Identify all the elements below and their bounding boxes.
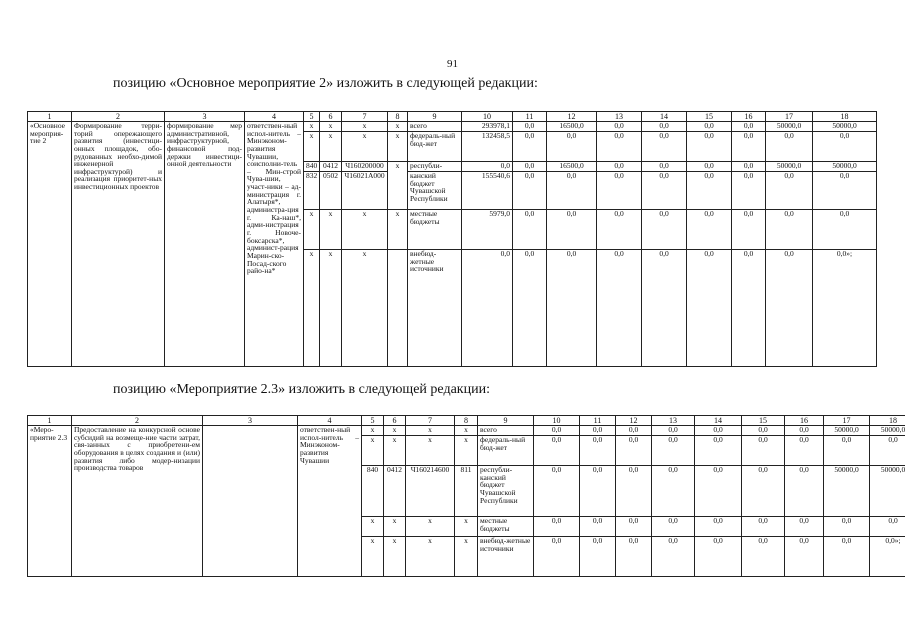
cell-value: 0,0 [732,210,766,250]
cell-value: 50000,0 [870,466,905,517]
cell-source: местные бюджеты [408,210,462,250]
col-header: 2 [72,416,203,426]
cell-expense-group: 811 [455,466,478,517]
cell-expense-group: x [388,162,408,210]
cell-section: 0412 [384,466,406,517]
col-header: 17 [824,416,870,426]
cell-value: 0,0 [742,537,785,577]
cell-value: 0,0 [547,172,597,210]
cell-expense-group: x [388,122,408,132]
cell-section: x [320,132,342,162]
cell-source: всего [478,426,534,436]
cell-value: 0,0 [785,436,824,466]
cell-source: республи- [408,162,462,172]
col-header: 18 [870,416,905,426]
event-task-cell [203,426,298,577]
cell-target-item: x [342,132,388,162]
cell-section: x [320,122,342,132]
cell-value: 0,0 [766,172,813,210]
cell-value: 0,0 [534,426,580,436]
cell-section: 0412 [320,162,342,172]
cell-value: 0,0 [616,426,652,436]
cell-section: x [384,436,406,466]
cell-target-item: x [406,537,455,577]
cell-value: 0,0 [687,172,732,210]
cell-value: 0,0 [547,210,597,250]
cell-value: 0,0 [824,517,870,537]
table-row [28,426,905,436]
event-name-cell: Предоставление на конкурсной основе субсидий на возмеще-ние части затрат, свя-занных с приобретени-ем оборудования в целях создания и (или) развития либо модер-низации производства товаров [72,426,203,577]
cell-value: 0,0 [462,162,513,172]
col-header: 14 [642,112,687,122]
cell-target-item: x [406,517,455,537]
cell-value: 0,0 [742,436,785,466]
executor-cell: ответствен-ный испол-нитель – Минэконом-развития Чувашии [298,426,362,577]
cell-target-item: x [342,122,388,132]
col-header: 1 [28,112,72,122]
cell-section: x [320,250,342,367]
cell-source: федераль-ный бюд-жет [408,132,462,162]
cell-value: 0,0 [785,426,824,436]
cell-source: внебюд-жетные источники [478,537,534,577]
cell-target-item: x [406,426,455,436]
cell-value: 0,0 [580,537,616,577]
cell-value: 0,0 [642,210,687,250]
cell-value: 0,0 [642,122,687,132]
cell-value: 0,0 [824,436,870,466]
cell-section: x [384,517,406,537]
cell-section: 0502 [320,172,342,210]
cell-source: местные бюджеты [478,517,534,537]
col-header: 5 [304,112,320,122]
cell-value: 0,0 [742,426,785,436]
cell-target-item: x [342,250,388,367]
cell-source: внебюд-жетные источники [408,250,462,367]
cell-value: 0,0 [513,132,547,162]
cell-value: 50000,0 [813,162,877,172]
cell-value: 0,0 [597,162,642,172]
col-header: 6 [320,112,342,122]
cell-expense-group: x [455,426,478,436]
cell-value: 0,0 [534,436,580,466]
cell-value: 0,0 [642,162,687,172]
col-header: 7 [406,416,455,426]
cell-grbs: 832 [304,172,320,210]
cell-value: 50000,0 [824,466,870,517]
cell-grbs: x [362,537,384,577]
cell-grbs: x [304,250,320,367]
cell-grbs: x [304,122,320,132]
cell-target-item: x [342,210,388,250]
cell-value: 0,0 [616,436,652,466]
cell-value: 0,0 [597,250,642,367]
col-header: 12 [547,112,597,122]
cell-expense-group: x [388,210,408,250]
cell-value: 0,0 [513,162,547,172]
cell-value: 0,0 [695,426,742,436]
cell-value: 0,0 [616,537,652,577]
cell-value: 0,0 [534,537,580,577]
cell-value: 0,0 [580,517,616,537]
cell-expense-group: x [388,132,408,162]
cell-value: 0,0 [742,517,785,537]
cell-target-item: Ч16021A000 [342,172,388,210]
cell-value: 0,0 [813,132,877,162]
cell-grbs: 840 [362,466,384,517]
col-header: 13 [597,112,642,122]
cell-value: 0,0 [652,537,695,577]
cell-grbs: x [362,426,384,436]
cell-grbs: 840 [304,162,320,172]
cell-source: всего [408,122,462,132]
cell-value: 0,0 [766,250,813,367]
cell-value: 0,0 [687,122,732,132]
cell-value: 0,0 [785,517,824,537]
col-header: 11 [513,112,547,122]
table-main-event-2 [27,111,877,367]
cell-value: 0,0 [597,132,642,162]
col-header: 11 [580,416,616,426]
cell-value: 0,0 [732,122,766,132]
cell-value: 50000,0 [813,122,877,132]
cell-value: 16500,0 [547,162,597,172]
table-event-2-3 [27,415,905,577]
cell-value: 0,0 [687,250,732,367]
cell-value: 0,0 [534,517,580,537]
col-header: 1 [28,416,72,426]
cell-value: 0,0 [547,132,597,162]
cell-value: 0,0 [652,426,695,436]
cell-value: 0,0 [785,537,824,577]
col-header: 3 [203,416,298,426]
col-header: 15 [742,416,785,426]
cell-value: 0,0 [580,426,616,436]
cell-value: 0,0 [687,162,732,172]
cell-source: республи-канский бюджет Чувашской Республики [478,466,534,517]
table-header-row [28,416,905,426]
cell-value: 0,0 [687,210,732,250]
cell-value: 0,0 [652,436,695,466]
executor-cell: ответствен-ный испол-нитель – Минэконом-развития Чувашии, соисполни-тель – Мин-строй Чува-шии, участ-ники – ад-министрация г. Алатыря*, администра-ция г. Ка-наш*, адми-нистрация г. Новоче-боксарска*, админист-рация Марин-ско-Посад-ского райо-на* [245,122,304,367]
cell-source: канский бюджет Чувашской Республики [408,172,462,210]
col-header: 4 [298,416,362,426]
col-header: 14 [695,416,742,426]
section-heading-main-event-2: позицию «Основное мероприятие 2» изложить в следующей редакции: [113,76,538,91]
cell-value: 0,0 [642,172,687,210]
cell-value: 0,0 [534,466,580,517]
cell-expense-group [388,250,408,367]
cell-value: 0,0 [513,250,547,367]
cell-value: 0,0 [597,122,642,132]
col-header: 15 [687,112,732,122]
cell-value: 50000,0 [870,426,905,436]
cell-value: 0,0 [870,517,905,537]
col-header: 3 [165,112,245,122]
cell-value: 16500,0 [547,122,597,132]
cell-value: 0,0 [462,250,513,367]
cell-value: 50000,0 [766,122,813,132]
cell-value: 0,0»; [870,537,905,577]
cell-section: x [384,426,406,436]
col-header: 9 [408,112,462,122]
cell-expense-group: x [455,436,478,466]
cell-value: 0,0 [580,436,616,466]
cell-expense-group: x [455,517,478,537]
col-header: 2 [72,112,165,122]
cell-expense-group: x [455,537,478,577]
cell-value: 0,0 [597,210,642,250]
col-header: 13 [652,416,695,426]
cell-value: 132458,5 [462,132,513,162]
cell-section: x [384,537,406,577]
cell-grbs: x [362,436,384,466]
cell-value: 0,0 [547,250,597,367]
col-header: 6 [384,416,406,426]
cell-source: федераль-ный бюд-жет [478,436,534,466]
col-header: 4 [245,112,304,122]
cell-value: 0,0 [616,517,652,537]
cell-value: 0,0 [813,172,877,210]
cell-value: 0,0 [687,132,732,162]
cell-value: 293978,1 [462,122,513,132]
cell-value: 0,0 [652,466,695,517]
cell-value: 0,0 [732,162,766,172]
cell-value: 50000,0 [766,162,813,172]
cell-value: 0,0 [732,250,766,367]
cell-value: 0,0 [513,122,547,132]
page-number: 91 [447,58,458,70]
cell-value: 155540,6 [462,172,513,210]
col-header: 8 [455,416,478,426]
col-header: 9 [478,416,534,426]
cell-value: 0,0 [742,466,785,517]
col-header: 7 [342,112,388,122]
cell-value: 0,0 [824,537,870,577]
section-heading-event-2-3: позицию «Мероприятие 2.3» изложить в следующей редакции: [113,382,490,397]
cell-value: 0,0»; [813,250,877,367]
cell-value: 0,0 [732,172,766,210]
col-header: 18 [813,112,877,122]
cell-value: 0,0 [766,210,813,250]
cell-value: 0,0 [732,132,766,162]
cell-value: 0,0 [652,517,695,537]
cell-value: 5979,0 [462,210,513,250]
cell-value: 0,0 [695,517,742,537]
cell-value: 0,0 [695,466,742,517]
table-row [28,122,877,132]
col-header: 17 [766,112,813,122]
event-number-cell: «Основное мероприя-тие 2 [28,122,72,367]
cell-grbs: x [304,210,320,250]
cell-value: 0,0 [513,172,547,210]
cell-target-item: Ч160214600 [406,466,455,517]
cell-target-item: x [406,436,455,466]
col-header: 10 [534,416,580,426]
cell-target-item: Ч160200000 [342,162,388,172]
table-header-row [28,112,877,122]
col-header: 12 [616,416,652,426]
cell-value: 0,0 [513,210,547,250]
col-header: 8 [388,112,408,122]
cell-value: 0,0 [642,250,687,367]
event-number-cell: «Меро-приятие 2.3 [28,426,72,577]
cell-value: 0,0 [616,466,652,517]
cell-section: x [320,210,342,250]
cell-value: 0,0 [642,132,687,162]
cell-value: 0,0 [580,466,616,517]
cell-value: 0,0 [870,436,905,466]
cell-value: 0,0 [766,132,813,162]
col-header: 5 [362,416,384,426]
cell-value: 0,0 [597,172,642,210]
event-task-cell: формирование мер административной, инфраструктурной, финансовой под-держки инвестици-онной деятельности [165,122,245,367]
event-name-cell: Формирование терри-торий опережающего развития (инвестици-онных площадок, обо-рудованных необхо-димой инженерной инфраструктурой) и реализация приоритет-ных инвестиционных проектов [72,122,165,367]
cell-value: 0,0 [695,537,742,577]
col-header: 16 [785,416,824,426]
cell-grbs: x [362,517,384,537]
cell-value: 0,0 [695,436,742,466]
cell-value: 0,0 [813,210,877,250]
cell-value: 50000,0 [824,426,870,436]
cell-grbs: x [304,132,320,162]
col-header: 10 [462,112,513,122]
cell-value: 0,0 [785,466,824,517]
col-header: 16 [732,112,766,122]
